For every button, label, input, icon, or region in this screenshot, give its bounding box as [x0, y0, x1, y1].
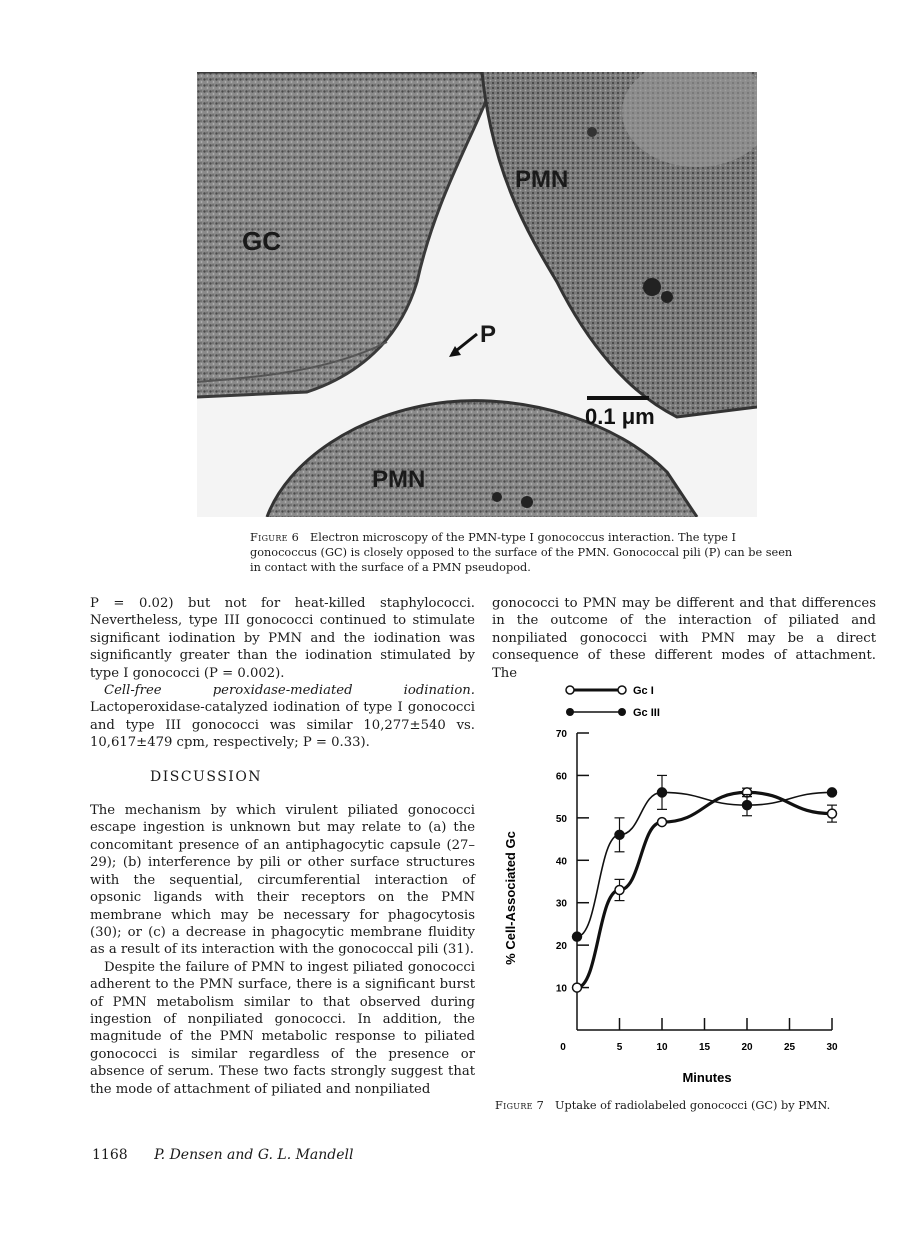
- x-tick-label: 20: [741, 1042, 753, 1053]
- page-footer: [92, 1147, 354, 1163]
- legend-marker-gc1-a: [566, 686, 574, 694]
- x-tick-label: 25: [783, 1042, 796, 1053]
- label-pmn-bottom: PMN: [372, 466, 426, 493]
- data-point: [615, 830, 624, 839]
- data-point: [658, 788, 667, 797]
- y-tick-label: 50: [555, 813, 567, 825]
- paragraph: gonococci to PMN may be different and that differences in the outcome of the interaction of piliated and nonpiliated gonococci with PMN may be a direct consequence of these different modes of attachment. The: [492, 596, 876, 681]
- figure6-caption: [250, 530, 795, 575]
- legend-label-gc3: Gc III: [633, 707, 660, 719]
- legend-marker-gc1-b: [618, 686, 626, 694]
- paragraph: Despite the failure of PMN to ingest piliated gonococci adherent to the PMN surface, there is a significant burst of PMN metabolism similar to that observed during ingestion of nonpiliated gonococci. In addition, the magnitude of the PMN metabolic response to piliated gonococci is similar regardless of the presence or absence of serum. These two facts strongly suggest that the mode of attachment of piliated and nonpiliated: [90, 959, 475, 1097]
- legend: [566, 685, 660, 719]
- paragraph: P = 0.02) but not for heat-killed staphylococci. Nevertheless, type III gonococci continued to stimulate significant iodination by PMN and the iodination was significantly greater than the iodination stimulated by type I gonococci (P = 0.002).: [90, 596, 475, 681]
- x-tick-label: 0: [560, 1042, 566, 1053]
- legend-marker-gc3-a: [566, 708, 574, 716]
- running-authors: P. Densen and G. L. Mandell: [154, 1147, 354, 1163]
- uptake-chart: [495, 678, 875, 1088]
- y-tick-label: 70: [555, 729, 567, 740]
- label-p: P: [480, 321, 497, 348]
- figure6-caption-text: Electron microscopy of the PMN-type I gonococcus interaction. The type I gonococcus (GC) is closely opposed to the surface of the PMN. Gonococcal pili (P) can be seen in contact with the surface of a PMN pseudopod.: [250, 531, 793, 574]
- paragraph: [90, 682, 475, 752]
- x-tick-label: 15: [698, 1042, 711, 1053]
- series-line-gc3: [577, 792, 832, 936]
- figure7-caption: [495, 1098, 885, 1113]
- x-tick-label: 30: [826, 1042, 838, 1053]
- y-tick-label: 10: [555, 983, 567, 995]
- y-tick-label: 20: [555, 941, 567, 953]
- label-pmn-top: PMN: [515, 166, 569, 193]
- paragraph: The mechanism by which virulent piliated gonococci escape ingestion is unknown but may relate to (a) the concomitant presence of an antiphagocytic capsule (27–29); (b) interference by pili or other surface structures with the sequential, circumferential interaction of opsonic ligands with their receptors on the PMN membrane which may be necessary for phagocytosis (30); or (c) a decrease in phagocytic membrane fluidity as a result of its interaction with the gonococcal pili (31).: [90, 803, 475, 958]
- section-heading: DISCUSSION: [150, 768, 263, 785]
- right-column: [492, 595, 876, 682]
- data-point: [658, 818, 667, 827]
- data-point: [615, 885, 624, 894]
- y-tick-label: 40: [555, 856, 567, 868]
- figure7-caption-text: Uptake of radiolabeled gonococci (GC) by PMN.: [554, 1099, 831, 1112]
- legend-marker-gc3-b: [618, 708, 626, 716]
- figure7-label: Figure 7: [495, 1099, 545, 1112]
- y-tick-label: 60: [555, 771, 567, 783]
- series-layer: [573, 775, 838, 992]
- paragraph-text: Lactoperoxidase-catalyzed iodination of type I gonococci and type III gonococci was similar 10,277±540 vs. 10,617±479 cpm, respectively; P = 0.33).: [90, 700, 475, 751]
- data-point: [573, 983, 582, 992]
- x-axis-label: Minutes: [682, 1070, 732, 1085]
- axes: [556, 729, 838, 1053]
- legend-label-gc1: Gc I: [633, 685, 654, 697]
- data-point: [828, 788, 837, 797]
- page-number: 1168: [92, 1147, 128, 1163]
- figure6-label: Figure 6: [250, 531, 300, 544]
- left-column: [90, 595, 475, 1098]
- electron-micrograph: [197, 72, 757, 517]
- data-point: [828, 809, 837, 818]
- data-point: [743, 801, 752, 810]
- label-scale: 0.1 μm: [585, 404, 655, 429]
- y-tick-label: 30: [555, 898, 567, 910]
- label-gc: GC: [242, 226, 281, 256]
- x-tick-label: 5: [616, 1042, 623, 1053]
- y-axis-label: % Cell-Associated Gc: [503, 831, 518, 965]
- data-point: [573, 932, 582, 941]
- x-tick-label: 10: [656, 1042, 668, 1053]
- run-in-heading: Cell-free peroxidase-mediated iodination.: [104, 683, 475, 699]
